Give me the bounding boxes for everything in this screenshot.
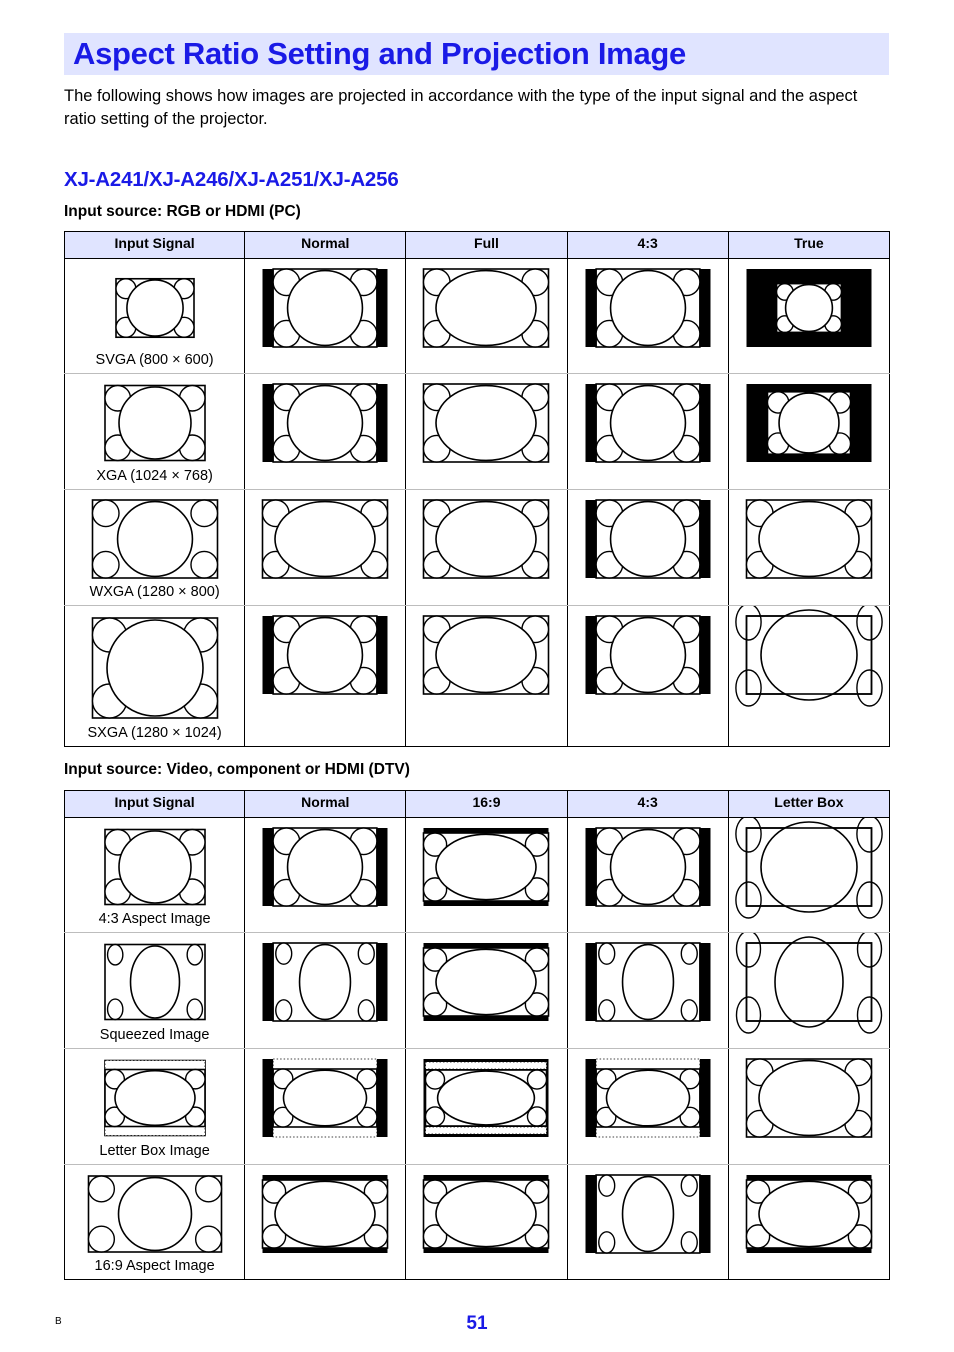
projected-image: [585, 616, 710, 694]
header-16-9: 16:9: [406, 791, 567, 818]
input-signal-label: XGA (1024 × 768): [96, 468, 213, 484]
projection-cell-true: [728, 259, 889, 374]
table-row: [65, 818, 890, 933]
projection-diagram: [729, 490, 890, 605]
input-signal-image: [105, 1061, 205, 1136]
projection-diagram: [729, 259, 890, 373]
projection-cell-full: [406, 374, 567, 490]
table-row: [65, 1049, 890, 1165]
projection-diagram: [245, 606, 406, 746]
projected-image: [424, 269, 549, 347]
projection-diagram: [568, 259, 729, 373]
input-signal-cell: [65, 1165, 245, 1280]
header-4-3: 4:3: [567, 791, 728, 818]
projected-image: [746, 384, 871, 462]
header-full: Full: [406, 232, 567, 259]
header-input-signal: Input Signal: [65, 232, 245, 259]
projected-image: [424, 943, 549, 1021]
table1-caption: Input source: RGB or HDMI (PC): [64, 203, 301, 220]
projection-diagram: [406, 490, 567, 605]
input-signal-image: [93, 500, 218, 578]
projection-diagram: [568, 490, 729, 605]
intro-text: The following shows how images are projected in accordance with the type of the input signal and the aspect ratio setting of the projector.: [64, 87, 858, 128]
projection-cell-full: [406, 606, 567, 747]
projection-cell-4-3: [567, 818, 728, 933]
projected-image: [585, 828, 710, 906]
header-normal: Normal: [245, 791, 406, 818]
projection-diagram: [568, 374, 729, 489]
video-projection-table: [64, 790, 890, 1280]
projection-diagram: [245, 1165, 406, 1279]
projection-cell-normal: [245, 374, 406, 490]
header-4-3: 4:3: [567, 232, 728, 259]
input-signal-cell: [65, 490, 245, 606]
input-signal-image: [105, 945, 205, 1020]
projected-image: [736, 818, 882, 918]
projection-cell-normal: [245, 818, 406, 933]
input-signal-cell: [65, 606, 245, 747]
table-row: [65, 374, 890, 490]
input-signal-image: [116, 279, 194, 338]
projection-cell-letter-box: [728, 818, 889, 933]
header-letter-box: Letter Box: [728, 791, 889, 818]
input-signal-label: 16:9 Aspect Image: [94, 1258, 215, 1274]
projected-image: [263, 500, 388, 578]
projection-diagram: [568, 818, 729, 932]
header-true: True: [728, 232, 889, 259]
pc-projection-table: [64, 231, 890, 747]
input-signal-label: SXGA (1280 × 1024): [87, 725, 222, 741]
projection-cell-normal: [245, 606, 406, 747]
table-row: [65, 606, 890, 747]
projected-image: [585, 1059, 710, 1137]
projected-image: [746, 1175, 871, 1253]
projection-cell-4-3: [567, 1049, 728, 1165]
input-signal-image: [93, 618, 218, 718]
projection-diagram: [406, 1165, 567, 1279]
projected-image: [746, 269, 871, 347]
projection-cell-normal: [245, 490, 406, 606]
projected-image: [424, 384, 549, 462]
projection-cell-true: [728, 606, 889, 747]
projected-image: [263, 269, 388, 347]
projection-diagram: [245, 259, 406, 373]
projection-cell-letter-box: [728, 1165, 889, 1280]
projection-cell-normal: [245, 259, 406, 374]
projection-diagram: [729, 1165, 890, 1279]
projection-diagram: [568, 933, 729, 1048]
input-signal-label: WXGA (1280 × 800): [89, 584, 220, 600]
projection-diagram: [568, 1049, 729, 1164]
projected-image: [585, 384, 710, 462]
projection-diagram: [729, 606, 890, 746]
table-row: [65, 1165, 890, 1280]
projected-image: [424, 616, 549, 694]
projection-cell-full: [406, 259, 567, 374]
input-signal-label: 4:3 Aspect Image: [98, 911, 211, 927]
projection-cell-16-9: [406, 1165, 567, 1280]
header-input-signal: Input Signal: [65, 791, 245, 818]
projection-cell-normal: [245, 1049, 406, 1165]
input-signal-image: [105, 386, 205, 461]
input-signal-image: [89, 1176, 222, 1252]
projected-image: [263, 1175, 388, 1253]
projected-image: [424, 1175, 549, 1253]
input-signal-cell: [65, 374, 245, 490]
input-signal-label: Letter Box Image: [99, 1143, 210, 1159]
projected-image: [263, 384, 388, 462]
table-header-row: [65, 232, 890, 259]
projection-diagram: [729, 933, 890, 1048]
projection-diagram: [406, 374, 567, 489]
projected-image: [585, 1175, 710, 1253]
projection-diagram: [729, 818, 890, 932]
title-bar: [64, 33, 889, 75]
projection-diagram: [729, 374, 890, 489]
projected-image: [263, 616, 388, 694]
projection-diagram: [406, 818, 567, 932]
input-signal-cell: [65, 259, 245, 374]
projected-image: [585, 500, 710, 578]
projection-diagram: [568, 606, 729, 746]
page-number: 51: [466, 1313, 488, 1334]
projection-diagram: [245, 490, 406, 605]
projected-image: [585, 943, 710, 1021]
projected-image: [746, 1059, 871, 1137]
projection-cell-16-9: [406, 933, 567, 1049]
input-signal-label: Squeezed Image: [99, 1027, 210, 1043]
table-row: [65, 259, 890, 374]
input-signal-label: SVGA (800 × 600): [95, 352, 214, 368]
table-header-row: [65, 791, 890, 818]
projected-image: [263, 943, 388, 1021]
model-heading: XJ-A241/XJ-A246/XJ-A251/XJ-A256: [64, 168, 399, 191]
projection-cell-true: [728, 490, 889, 606]
projection-cell-16-9: [406, 818, 567, 933]
projection-cell-4-3: [567, 933, 728, 1049]
projection-cell-normal: [245, 933, 406, 1049]
projection-cell-4-3: [567, 259, 728, 374]
input-signal-cell: [65, 1049, 245, 1165]
projected-image: [585, 269, 710, 347]
projection-cell-16-9: [406, 1049, 567, 1165]
projection-diagram: [245, 933, 406, 1048]
projection-diagram: [729, 1049, 890, 1164]
projected-image: [424, 500, 549, 578]
projected-image: [263, 828, 388, 906]
projected-image: [746, 500, 871, 578]
projection-diagram: [406, 259, 567, 373]
projection-diagram: [406, 933, 567, 1048]
projection-diagram: [406, 1049, 567, 1164]
projection-cell-4-3: [567, 490, 728, 606]
projection-diagram: [245, 818, 406, 932]
projection-cell-normal: [245, 1165, 406, 1280]
projection-cell-letter-box: [728, 933, 889, 1049]
projected-image: [263, 1059, 388, 1137]
projection-cell-true: [728, 374, 889, 490]
projected-image: [424, 1059, 549, 1137]
input-signal-cell: [65, 933, 245, 1049]
projection-cell-4-3: [567, 606, 728, 747]
table-row: [65, 490, 890, 606]
projection-cell-letter-box: [728, 1049, 889, 1165]
projection-diagram: [568, 1165, 729, 1279]
projection-cell-4-3: [567, 374, 728, 490]
projection-diagram: [245, 374, 406, 489]
header-normal: Normal: [245, 232, 406, 259]
projected-image: [736, 933, 881, 1033]
table-row: [65, 933, 890, 1049]
projected-image: [736, 606, 882, 706]
input-signal-cell: [65, 818, 245, 933]
corner-mark: B: [55, 1316, 62, 1327]
projected-image: [424, 828, 549, 906]
projection-diagram: [406, 606, 567, 746]
projection-cell-4-3: [567, 1165, 728, 1280]
table2-caption: Input source: Video, component or HDMI (DTV): [64, 761, 410, 778]
input-signal-image: [105, 830, 205, 905]
page-title: Aspect Ratio Setting and Projection Image: [73, 36, 686, 71]
projection-diagram: [245, 1049, 406, 1164]
projection-cell-full: [406, 490, 567, 606]
